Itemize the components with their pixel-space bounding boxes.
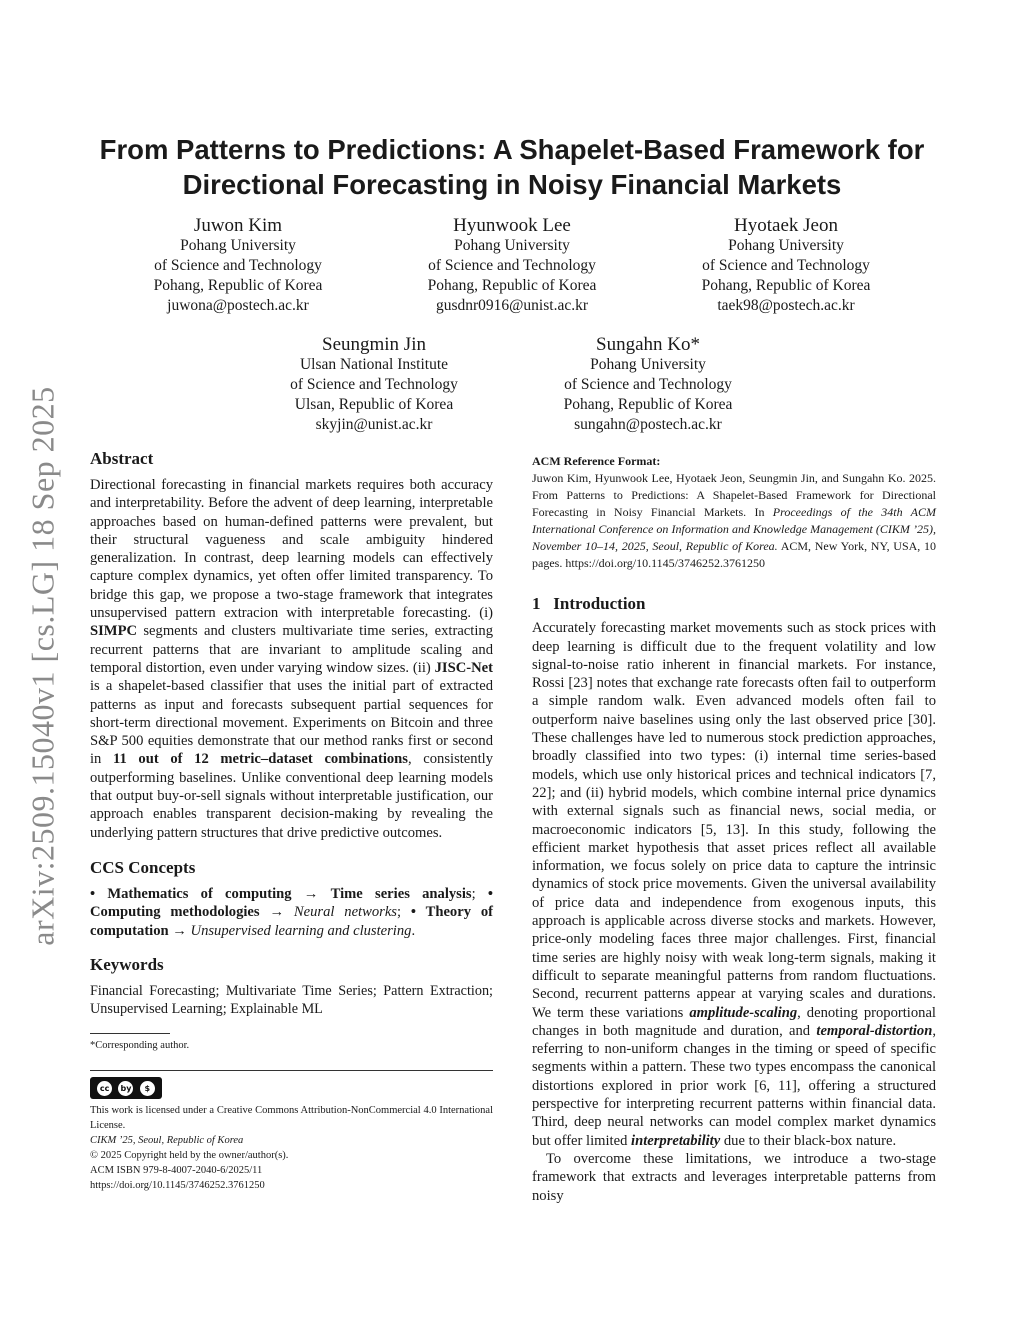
title-line-2: Directional Forecasting in Noisy Financial Markets <box>182 169 842 200</box>
author-email: taek98@postech.ac.kr <box>717 297 855 314</box>
license-divider <box>90 1070 493 1071</box>
author-location: Pohang, Republic of Korea <box>153 277 323 294</box>
author-affiliation: Ulsan National Institute <box>299 356 449 373</box>
footnote-divider <box>90 1033 170 1034</box>
author-name: Hyotaek Jeon <box>734 215 838 236</box>
ccs-section <box>90 857 493 940</box>
ccs-text: • Mathematics of computing → Time series analysis; • Computing methodologies → Neural networks; • Theory of computation → Unsupervised learning and clustering. <box>90 886 493 939</box>
license-text: This work is licensed under a Creative Commons Attribution-NonCommercial 4.0 International License. <box>90 1105 493 1131</box>
keywords-text: Financial Forecasting; Multivariate Time Series; Pattern Extraction; Unsupervised Learning; Explainable ML <box>90 983 493 1018</box>
author-location: Pohang, Republic of Korea <box>563 396 733 413</box>
title-line-1: From Patterns to Predictions: A Shapelet-Based Framework for <box>99 134 925 165</box>
doi-link[interactable]: https://doi.org/10.1145/3746252.3761250 <box>90 1180 265 1191</box>
corresponding-footnote: *Corresponding author. <box>90 1040 190 1051</box>
introduction-section <box>532 595 936 1205</box>
author-location: Pohang, Republic of Korea <box>427 277 597 294</box>
intro-paragraph: Accurately forecasting market movements such as stock prices with deep learning is difficult due to the frequent volatility and low signal-to-noise ratio inherent in financial markets. For instance, Rossi [23] notes that exchange rate forecasts often fail to outperform a simple random walk. Even advanced models often fail to outperform naive baselines using only the last observed price [30]. These challenges have led to numerous stock prediction approaches, broadly classified into two types: (i) internal time series-based models, which use only historical prices and technical indicators [7, 22]; and (ii) hybrid models, which combine internal price dynamics with external signals such as financial news, social media, or macroeconomic indicators [5, 13]. In this study, following the efficient market hypothesis that asset prices reflect all available information, we focus solely on price data to capture the intrinsic dynamics of stock price movements. Given the universal availability of price data and independence from exogenous inputs, this approach is applicable across diverse stocks and markets. However, price-only modeling faces three major challenges. First, financial time series are highly noisy with weak long-term signals, making it difficult to separate meaningful patterns from random fluctuations. Second, recurrent patterns appear at varying scales and durations. We term these variations amplitude-scaling, denoting proportional changes in both magnitude and duration, and temporal-distortion, referring to non-uniform changes in the timing or speed of specific segments within a pattern. These two types encompass the canonical distortions explored in prior work [6, 11], offering a structured perspective for interpreting recurrent patterns within financial data. Third, deep neural networks can model complex market dynamics but offer limited interpretability due to their black-box nature. <box>532 620 936 1149</box>
author-affiliation: Pohang University <box>180 237 296 254</box>
author-block <box>656 214 916 316</box>
author-affiliation: Pohang University <box>728 237 844 254</box>
keywords-heading: Keywords <box>90 955 164 974</box>
acm-reference-heading: ACM Reference Format: <box>532 454 661 468</box>
author-location: Pohang, Republic of Korea <box>701 277 871 294</box>
author-affiliation: of Science and Technology <box>428 257 596 274</box>
arxiv-id: arXiv:2509.15040v1 [cs.LG] 18 Sep 2025 <box>24 385 61 946</box>
isbn-text: ACM ISBN 979-8-4007-2040-6/2025/11 <box>90 1165 263 1176</box>
author-email: skyjin@unist.ac.kr <box>315 416 433 433</box>
venue-text: CIKM ’25, Seoul, Republic of Korea <box>90 1135 244 1146</box>
author-name: Juwon Kim <box>193 215 283 236</box>
abstract-text: Directional forecasting in financial markets requires both accuracy and interpretability. Before the advent of deep learning, interpretable approaches based on human-defined patterns were prevalent, but their structural vagueness and scale ambiguity hindered generalization. In contrast, deep learning models can effectively capture complex dynamics, yet often offer limited transparency. To bridge this gap, we propose a two-stage framework that integrates unsupervised pattern extracion with interpretable forecasting. (i) SIMPC segments and clusters multivariate time series, extracting recurrent patterns that are invariant to amplitude scaling and temporal distortion, even under varying window sizes. (ii) JISC-Net is a shapelet-based classifier that uses the initial part of extracted patterns as input and forecasts subsequent partial sequences for short-term directional movement. Experiments on Bitcoin and three S&P 500 equities demonstrate that our method ranks first or second in 11 out of 12 metric–dataset combinations, consistently outperforming baselines. Unlike conventional deep learning models that output buy-or-sell signals without interpretable justification, our approach enables transparent decision-making by revealing the underlying pattern structures that drive predictive outcomes. <box>90 477 493 841</box>
arxiv-sidebar-stamp <box>20 373 66 958</box>
author-affiliation: Pohang University <box>454 237 570 254</box>
author-location: Ulsan, Republic of Korea <box>294 396 454 413</box>
license-block <box>90 1103 493 1193</box>
author-name: Sungahn Ko* <box>596 334 700 355</box>
abstract-section <box>90 448 493 842</box>
author-name: Seungmin Jin <box>322 334 426 355</box>
author-email: gusdnr0916@unist.ac.kr <box>435 297 589 314</box>
keywords-section <box>90 954 493 1019</box>
author-name: Hyunwook Lee <box>453 215 571 236</box>
author-affiliation: of Science and Technology <box>290 376 458 393</box>
author-affiliation: Pohang University <box>590 356 706 373</box>
cc-icon: cc <box>97 1081 112 1096</box>
abstract-heading: Abstract <box>90 449 154 468</box>
author-block <box>244 333 504 435</box>
copyright-text: © 2025 Copyright held by the owner/author(s). <box>90 1150 289 1161</box>
author-affiliation: of Science and Technology <box>564 376 732 393</box>
nc-icon: $ <box>140 1081 155 1096</box>
author-affiliation: of Science and Technology <box>154 257 322 274</box>
acm-reference-text: Juwon Kim, Hyunwook Lee, Hyotaek Jeon, Seungmin Jin, and Sungahn Ko. 2025. From Patterns to Predictions: A Shapelet-Based Framework for Directional Forecasting in Noisy Financial Markets. In Proceedings of the 34th ACM International Conference on Information and Knowledge Management (CIKM ’25), November 10–14, 2025, Seoul, Republic of Korea. ACM, New York, NY, USA, 10 pages. https://doi.org/10.1145/3746252.3761250 <box>532 471 936 570</box>
author-affiliation: of Science and Technology <box>702 257 870 274</box>
intro-paragraph: To overcome these limitations, we introduce a two-stage framework that extracts and leverages interpretable patterns from noisy <box>532 1150 936 1204</box>
acm-reference <box>532 453 936 572</box>
paper-title <box>60 132 964 202</box>
ccs-heading: CCS Concepts <box>90 858 196 877</box>
author-email: sungahn@postech.ac.kr <box>574 416 722 433</box>
introduction-heading: 1 Introduction <box>532 594 646 613</box>
author-email: juwona@postech.ac.kr <box>167 297 309 314</box>
by-icon: by <box>118 1081 133 1096</box>
author-block <box>518 333 778 435</box>
author-block <box>382 214 642 316</box>
author-block <box>108 214 368 316</box>
cc-license-badge <box>90 1077 162 1099</box>
